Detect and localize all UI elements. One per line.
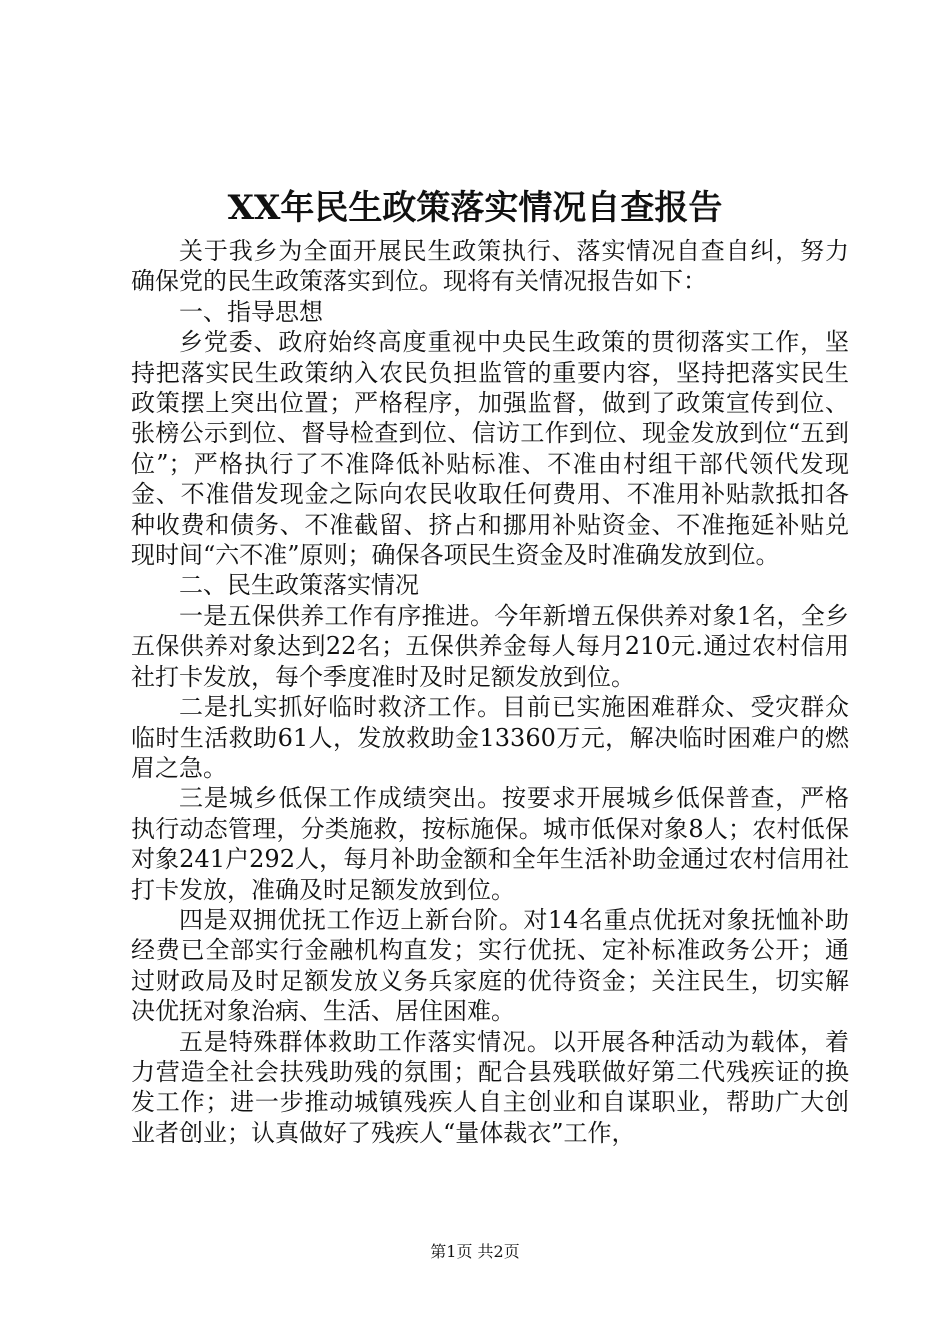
paragraph-intro: 关于我乡为全面开展民生政策执行、落实情况自查自纠，努力确保党的民生政策落实到位。现将有关情况报告如下： [131,237,849,296]
document-title: XX年民生政策落实情况自查报告 [227,188,723,228]
paragraph-temporary-relief: 二是扎实抓好临时救济工作。目前已实施困难群众、受灾群众临时生活救助61人，发放救助金13360万元，解决临时困难户的燃眉之急。 [131,693,849,782]
paragraph-guiding-thought: 乡党委、政府始终高度重视中央民生政策的贯彻落实工作，坚持把落实民生政策纳入农民负担监管的重要内容，坚持把落实民生政策摆上突出位置；严格程序，加强监督，做到了政策宣传到位、张榜公示到位、督导检查到位、信访工作到位、现金发放到位“五到位”；严格执行了不准降低补贴标准、不准由村组干部代领代发现金、不准借发现金之际向农民收取任何费用、不准用补贴款抵扣各种收费和债务、不准截留、挤占和挪用补贴资金、不准拖延补贴兑现时间“六不准”原则；确保各项民生资金及时准确发放到位。 [131,328,849,570]
page-footer: 第1页 共2页 [430,1242,520,1261]
paragraph-five-guarantees: 一是五保供养工作有序推进。今年新增五保供养对象1名，全乡五保供养对象达到22名；五保供养金每人每月210元.通过农村信用社打卡发放，每个季度准时及时足额发放到位。 [131,601,849,691]
paragraph-military-support: 四是双拥优抚工作迈上新台阶。对14名重点优抚对象抚恤补助经费已全部实行金融机构直发；实行优抚、定补标准政务公开；通过财政局及时足额发放义务兵家庭的优待资金；关注民生，切实解决优抚对象治病、生活、居住困难。 [131,905,849,1026]
document-body [131,236,849,1148]
section-heading-implementation: 二、民生政策落实情况 [179,571,419,600]
paragraph-minimum-living: 三是城乡低保工作成绩突出。按要求开展城乡低保普查，严格执行动态管理，分类施救，按标施保。城市低保对象8人；农村低保对象241户292人，每月补助金额和全年生活补助金通过农村信用社打卡发放，准确及时足额发放到位。 [131,784,849,904]
section-heading-guiding-thought: 一、指导思想 [179,297,323,326]
paragraph-special-groups: 五是特殊群体救助工作落实情况。以开展各种活动为载体，着力营造全社会扶残助残的氛围；配合县残联做好第二代残疾证的换发工作；进一步推动城镇残疾人自主创业和自谋职业，帮助广大创业者创业；认真做好了残疾人“量体裁衣”工作， [131,1027,849,1147]
